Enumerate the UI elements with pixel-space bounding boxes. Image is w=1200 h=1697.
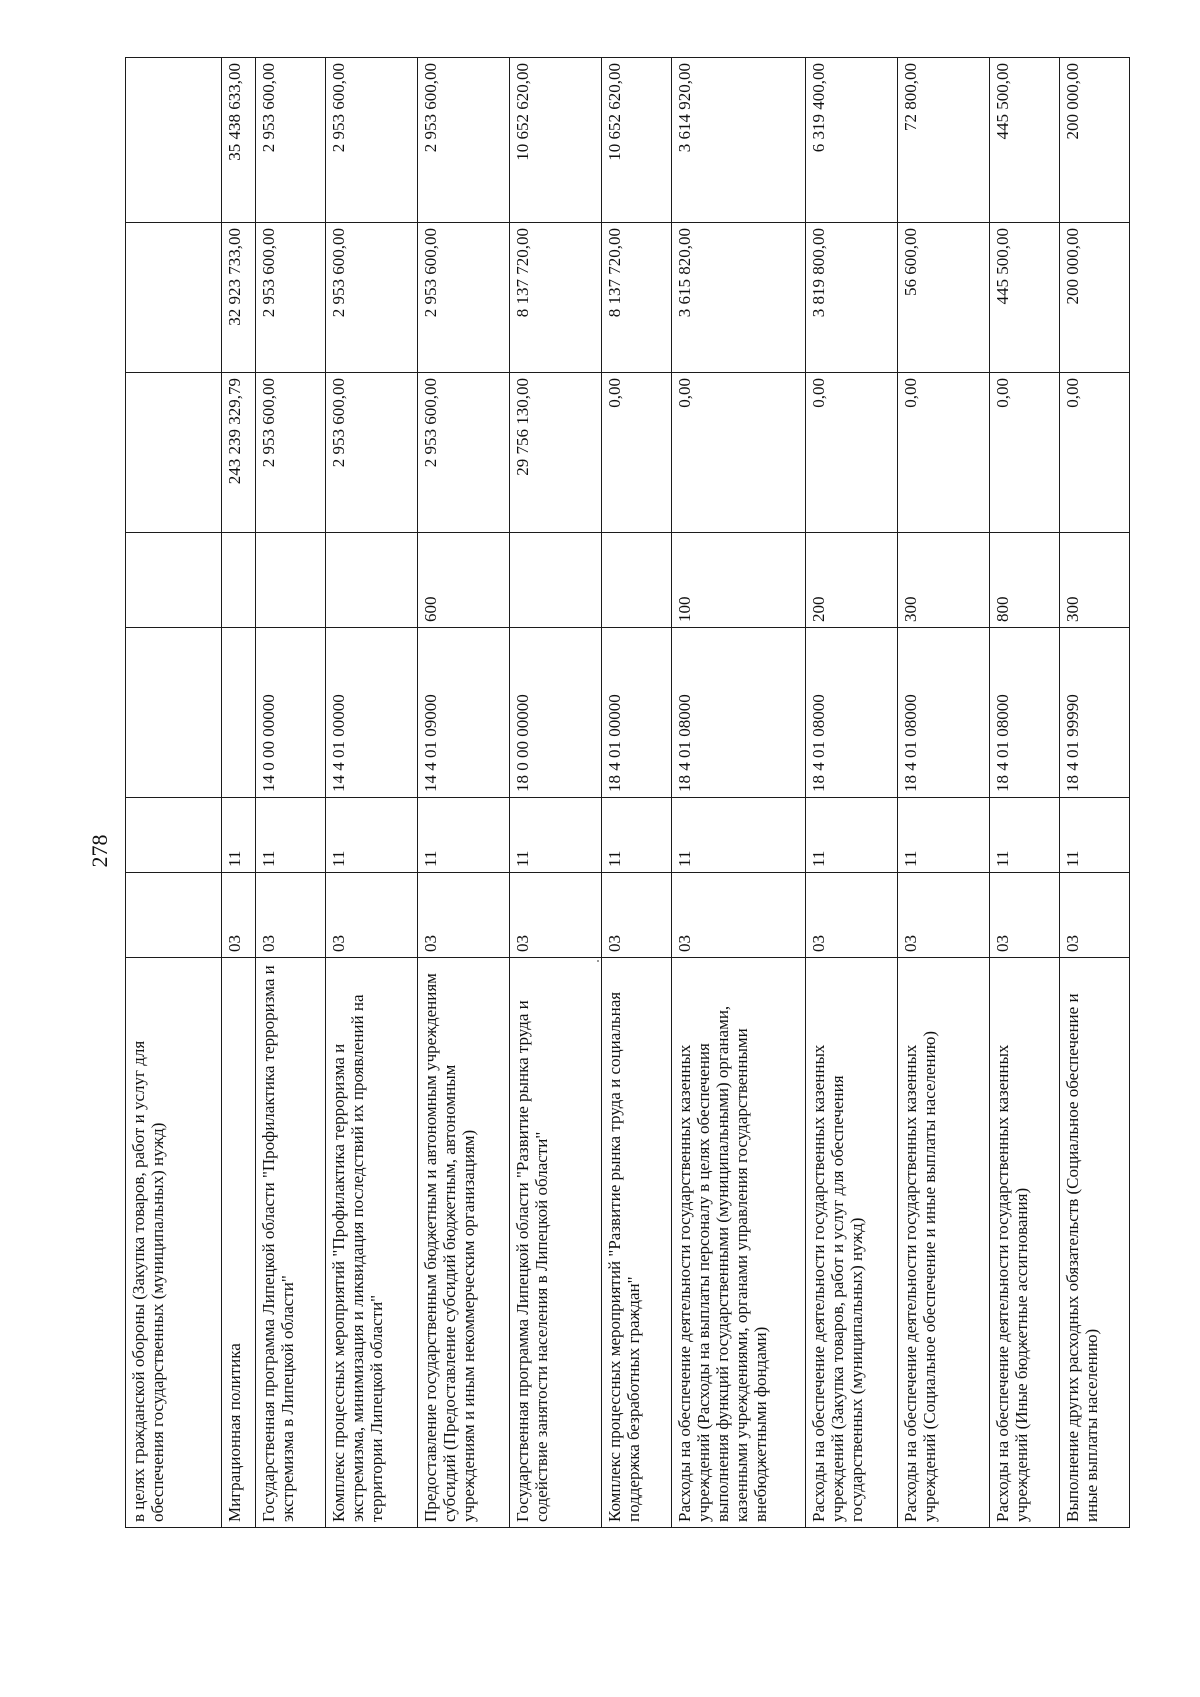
cell-amount-3: 3 614 920,00: [672, 58, 806, 223]
cell-amount-3: 6 319 400,00: [806, 58, 898, 223]
cell-amount-1: 0,00: [602, 373, 672, 533]
cell-target-article: 18 4 01 99990: [1060, 628, 1130, 798]
cell-amount-2: 445 500,00: [990, 223, 1060, 373]
page-number: 278: [87, 834, 112, 868]
cell-section: 03: [672, 873, 806, 958]
cell-expense-type: [256, 533, 326, 628]
table-row: [418, 58, 510, 1528]
cell-amount-3: 35 438 633,00: [222, 58, 256, 223]
cell-subsection: [126, 798, 222, 873]
cell-amount-3: 200 000,00: [1060, 58, 1130, 223]
cell-expense-type: [222, 533, 256, 628]
table-row: [256, 58, 326, 1528]
cell-section: 03: [1060, 873, 1130, 958]
cell-name: Комплекс процессных мероприятий "Развитие рынка труда и социальная поддержка безработных граждан": [602, 958, 672, 1528]
cell-subsection: 11: [222, 798, 256, 873]
cell-amount-3: 72 800,00: [898, 58, 990, 223]
scan-speck: [597, 960, 599, 962]
table-row: [990, 58, 1060, 1528]
cell-expense-type: [602, 533, 672, 628]
cell-amount-2: 56 600,00: [898, 223, 990, 373]
cell-amount-1: 29 756 130,00: [510, 373, 602, 533]
cell-amount-1: 0,00: [1060, 373, 1130, 533]
cell-expense-type: 100: [672, 533, 806, 628]
cell-amount-1: 2 953 600,00: [418, 373, 510, 533]
cell-name: Выполнение других расходных обязательств (Социальное обеспечение и иные выплаты населению): [1060, 958, 1130, 1528]
cell-target-article: [126, 628, 222, 798]
cell-amount-2: 2 953 600,00: [326, 223, 418, 373]
cell-name: в целях гражданской обороны (Закупка товаров, работ и услуг для обеспечения государственных (муниципальных) нужд): [126, 958, 222, 1528]
cell-name: Предоставление государственным бюджетным и автономным учреждениям субсидий (Предоставление субсидий бюджетным, автономным учреждениям и иным некоммерческим организациям): [418, 958, 510, 1528]
cell-target-article: 18 0 00 00000: [510, 628, 602, 798]
cell-subsection: 11: [1060, 798, 1130, 873]
cell-section: 03: [806, 873, 898, 958]
cell-expense-type: 300: [1060, 533, 1130, 628]
cell-amount-1: 2 953 600,00: [326, 373, 418, 533]
table-row: [602, 58, 672, 1528]
cell-amount-1: [126, 373, 222, 533]
budget-table: [125, 57, 1130, 1528]
cell-section: 03: [510, 873, 602, 958]
cell-subsection: 11: [256, 798, 326, 873]
cell-amount-2: 2 953 600,00: [256, 223, 326, 373]
table-row: [126, 58, 222, 1528]
table-row: [898, 58, 990, 1528]
cell-amount-1: 0,00: [672, 373, 806, 533]
cell-amount-1: 0,00: [990, 373, 1060, 533]
table-row: [222, 58, 256, 1528]
cell-amount-3: 2 953 600,00: [326, 58, 418, 223]
cell-target-article: 18 4 01 00000: [602, 628, 672, 798]
cell-expense-type: [510, 533, 602, 628]
cell-name: Расходы на обеспечение деятельности государственных казенных учреждений (Расходы на выплаты персоналу в целях обеспечения выполнения функций государственными (муниципальными) органами, казенными учреждениями, органами управления государственными внебюджетными фондами): [672, 958, 806, 1528]
cell-target-article: 18 4 01 08000: [806, 628, 898, 798]
cell-amount-2: 3 819 800,00: [806, 223, 898, 373]
table-row: [672, 58, 806, 1528]
cell-amount-2: 200 000,00: [1060, 223, 1130, 373]
cell-target-article: 14 0 00 00000: [256, 628, 326, 798]
cell-amount-2: 8 137 720,00: [510, 223, 602, 373]
cell-subsection: 11: [418, 798, 510, 873]
cell-amount-1: 0,00: [806, 373, 898, 533]
cell-name: Государственная программа Липецкой области "Развитие рынка труда и содействие занятости населения в Липецкой области": [510, 958, 602, 1528]
cell-amount-3: 2 953 600,00: [256, 58, 326, 223]
cell-name: Расходы на обеспечение деятельности государственных казенных учреждений (Закупка товаров, работ и услуг для обеспечения государственных (муниципальных) нужд): [806, 958, 898, 1528]
cell-name: Миграционная политика: [222, 958, 256, 1528]
cell-section: 03: [602, 873, 672, 958]
cell-amount-1: 0,00: [898, 373, 990, 533]
cell-amount-2: 2 953 600,00: [418, 223, 510, 373]
cell-amount-1: 243 239 329,79: [222, 373, 256, 533]
cell-subsection: 11: [806, 798, 898, 873]
cell-amount-3: 10 652 620,00: [510, 58, 602, 223]
cell-target-article: 18 4 01 08000: [990, 628, 1060, 798]
cell-section: 03: [898, 873, 990, 958]
rotated-page-content: [125, 58, 1102, 1528]
cell-subsection: 11: [602, 798, 672, 873]
cell-amount-3: 10 652 620,00: [602, 58, 672, 223]
cell-subsection: 11: [898, 798, 990, 873]
cell-subsection: 11: [510, 798, 602, 873]
cell-expense-type: 600: [418, 533, 510, 628]
cell-target-article: [222, 628, 256, 798]
cell-amount-2: [126, 223, 222, 373]
cell-amount-1: 2 953 600,00: [256, 373, 326, 533]
cell-subsection: 11: [990, 798, 1060, 873]
cell-subsection: 11: [672, 798, 806, 873]
cell-amount-3: 445 500,00: [990, 58, 1060, 223]
cell-name: Расходы на обеспечение деятельности государственных казенных учреждений (Социальное обеспечение и иные выплаты населению): [898, 958, 990, 1528]
cell-section: 03: [256, 873, 326, 958]
cell-expense-type: 800: [990, 533, 1060, 628]
cell-expense-type: 200: [806, 533, 898, 628]
cell-amount-2: 32 923 733,00: [222, 223, 256, 373]
cell-amount-3: [126, 58, 222, 223]
cell-target-article: 14 4 01 00000: [326, 628, 418, 798]
cell-name: Расходы на обеспечение деятельности государственных казенных учреждений (Иные бюджетные ассигнования): [990, 958, 1060, 1528]
table-row: [1060, 58, 1130, 1528]
cell-amount-3: 2 953 600,00: [418, 58, 510, 223]
cell-section: 03: [326, 873, 418, 958]
cell-target-article: 18 4 01 08000: [672, 628, 806, 798]
cell-section: 03: [222, 873, 256, 958]
cell-target-article: 18 4 01 08000: [898, 628, 990, 798]
cell-section: 03: [990, 873, 1060, 958]
cell-subsection: 11: [326, 798, 418, 873]
cell-name: Государственная программа Липецкой области "Профилактика терроризма и экстремизма в Липецкой области": [256, 958, 326, 1528]
table-row: [326, 58, 418, 1528]
cell-expense-type: [126, 533, 222, 628]
cell-name: Комплекс процессных мероприятий "Профилактика терроризма и экстремизма, минимизация и ликвидация последствий их проявлений на территории Липецкой области": [326, 958, 418, 1528]
table-row: [510, 58, 602, 1528]
cell-amount-2: 8 137 720,00: [602, 223, 672, 373]
table-row: [806, 58, 898, 1528]
cell-target-article: 14 4 01 09000: [418, 628, 510, 798]
cell-section: [126, 873, 222, 958]
cell-section: 03: [418, 873, 510, 958]
cell-amount-2: 3 615 820,00: [672, 223, 806, 373]
cell-expense-type: [326, 533, 418, 628]
cell-expense-type: 300: [898, 533, 990, 628]
